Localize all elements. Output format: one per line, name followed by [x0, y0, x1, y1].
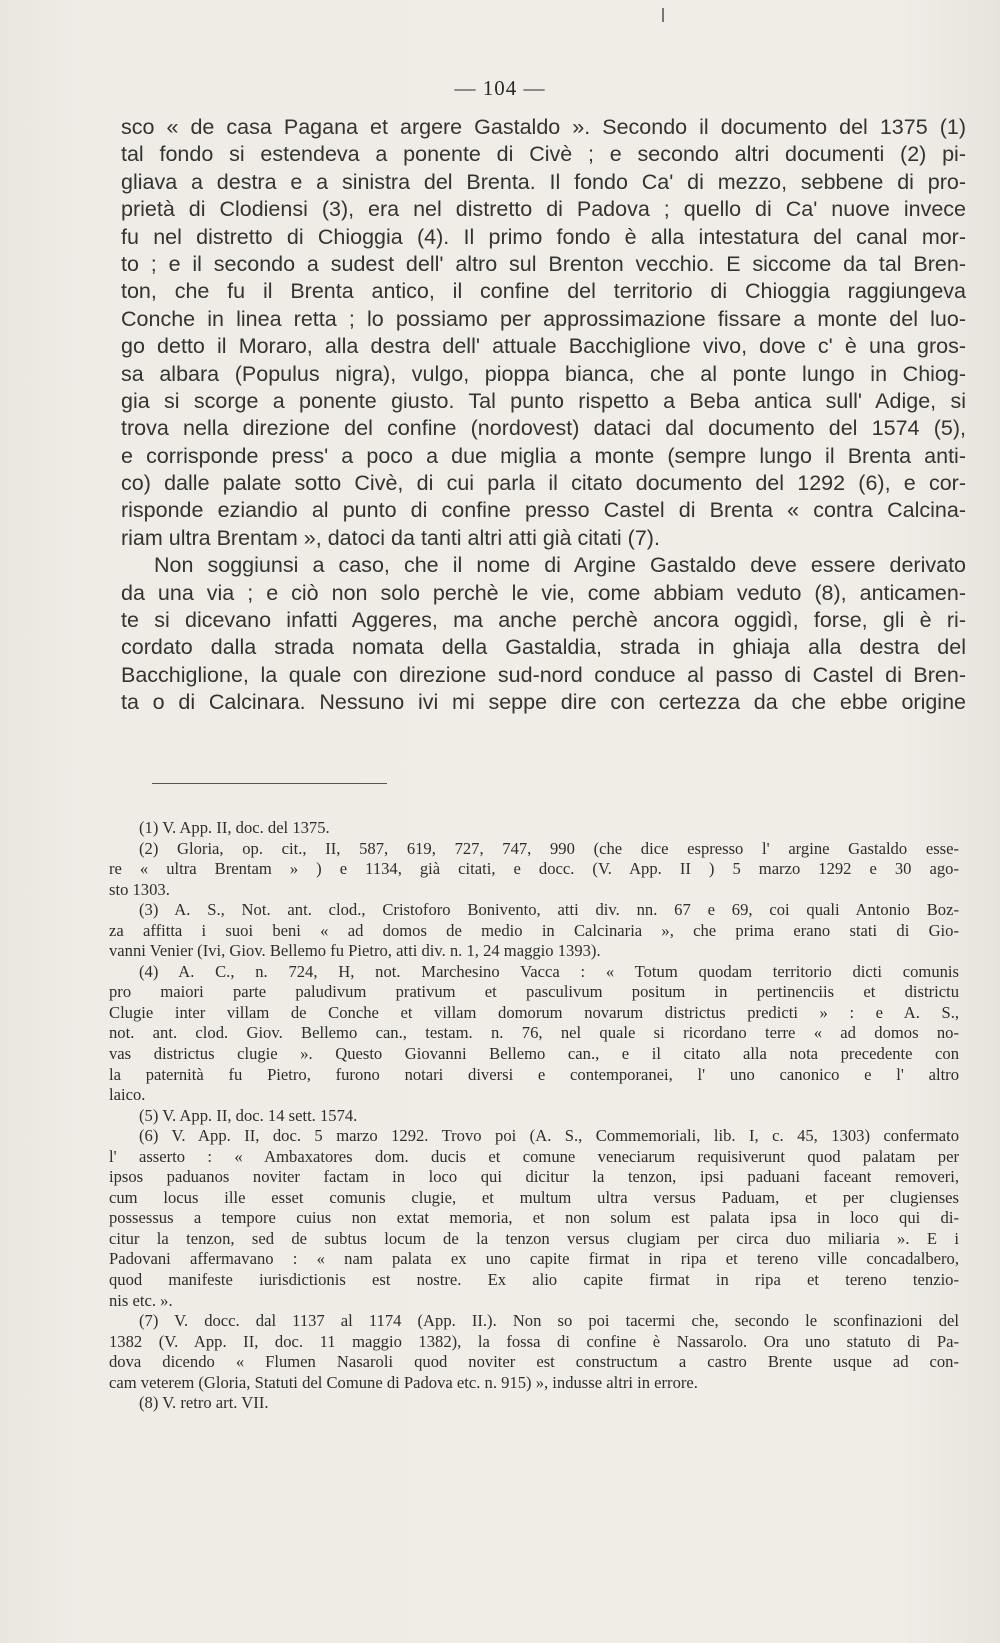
footnote-line: (8) V. retro art. VII.: [139, 1393, 269, 1413]
scan-mark: [662, 8, 664, 22]
footnote-line: (3) A. S., Not. ant. clod., Cristoforo Bonivento, atti div. nn. 67 e 69, coi quali Antonio Boz-: [139, 900, 959, 920]
footnote-line: (6) V. App. II, doc. 5 marzo 1292. Trovo poi (A. S., Commemoriali, lib. I, c. 45, 1303) confermato: [139, 1126, 959, 1146]
footnote-line: possessus a tempore cuius non extat memoria, et non solum est palata ipsa in loco qui di-: [109, 1208, 959, 1228]
footnote-line: pro maiori parte paludivum prativum et pasculivum positum in pertinenciis et districtu: [109, 982, 959, 1002]
footnote-line: citur la tenzon, sed de subtus locum de la tenzon versus clugiam per circa duo miliaria ». E i: [109, 1228, 959, 1248]
footnote-line: Padovani affermavano : « nam palata ex uno capite firmat in ripa et tereno ville concadalbero,: [109, 1249, 959, 1269]
body-line: te si dicevano infatti Aggeres, ma anche perchè ancora oggidì, forse, gli è ri-: [121, 608, 966, 633]
footnote-line: (4) A. C., n. 724, H, not. Marchesino Vacca : « Totum quodam territorio dicti comunis: [139, 961, 959, 981]
body-line: Non soggiunsi a caso, che il nome di Argine Gastaldo deve essere derivato: [154, 553, 966, 578]
body-line: go detto il Moraro, alla destra dell' attuale Bacchiglione vivo, dove c' è una gros-: [121, 334, 966, 359]
footnote-line: za affitta i suoi beni « ad domos de medio in Calcinaria », che prima erano stati di Gio-: [109, 920, 959, 940]
footnote-line: cam veterem (Gloria, Statuti del Comune di Padova etc. n. 915) », indusse altri in errore.: [109, 1372, 698, 1392]
footnote-line: vas districtus clugie ». Questo Giovanni Bellemo can., e il citato alla nota precedente con: [109, 1044, 959, 1064]
footnote-line: (2) Gloria, op. cit., II, 587, 619, 727, 747, 990 (che dice espresso l' argine Gastaldo esse-: [139, 838, 959, 858]
footnote-line: vanni Venier (Ivi, Giov. Bellemo fu Pietro, atti div. n. 1, 24 maggio 1393).: [109, 941, 601, 961]
footnote-line: la paternità fu Pietro, furono notari diversi e contemporanei, l' uno canonico e l' altro: [109, 1064, 959, 1084]
body-line: sco « de casa Pagana et argere Gastaldo ». Secondo il documento del 1375 (1): [121, 115, 966, 139]
footnote-line: (1) V. App. II, doc. del 1375.: [139, 818, 330, 837]
footnote-line: 1382 (V. App. II, doc. 11 maggio 1382), la fossa di confine è Nassarolo. Ora uno statuto di Pa-: [109, 1331, 959, 1351]
body-line: da una via ; e ciò non solo perchè le vie, come abbiam veduto (8), anticamen-: [121, 580, 966, 605]
footnote-line: (7) V. docc. dal 1137 al 1174 (App. II.). Non so poi tacermi che, secondo le sconfinazioni del: [139, 1311, 959, 1331]
body-line: fu nel distretto di Chioggia (4). Il primo fondo è alla intestatura del canal mor-: [121, 224, 966, 249]
footnote-line: nis etc. ».: [109, 1290, 173, 1310]
footnote-line: laico.: [109, 1085, 146, 1105]
body-line: cordato dalla strada nomata della Gastaldia, strada in ghiaja alla destra del: [121, 635, 966, 660]
page-number: — 104 —: [454, 76, 546, 100]
footnote-line: l' asserto : « Ambaxatores dom. ducis et comune veneciarum requisiverunt quod palatam per: [109, 1146, 959, 1166]
body-line: gia si scorge a ponente giusto. Tal punto rispetto a Beba antica sull' Adige, si: [121, 388, 966, 413]
body-line: to ; e il secondo a sudest dell' altro sul Brenton vecchio. E siccome da tal Bren-: [121, 251, 966, 276]
footnotes: [109, 818, 959, 1414]
footnote-line: Clugie inter villam de Conche et villam domorum novarum districtus predicti » : e A. S.,: [109, 1002, 959, 1022]
body-line: gliava a destra e a sinistra del Brenta. Il fondo Ca' di mezzo, sebbene di pro-: [121, 169, 966, 194]
footnote-line: (5) V. App. II, doc. 14 sett. 1574.: [139, 1105, 358, 1125]
footnote-line: cum locus ille esset comunis clugie, et multum ultra versus Paduam, et per clugienses: [109, 1187, 959, 1207]
body-text: [121, 114, 966, 717]
footnote-line: not. ant. clod. Giov. Bellemo can., testam. n. 76, nel quale si ricordano terre « ad domos no-: [109, 1023, 959, 1043]
body-line: ton, che fu il Brenta antico, il confine del territorio di Chioggia raggiungeva: [121, 279, 966, 304]
body-line: trova nella direzione del confine (nordovest) dataci dal documento del 1574 (5),: [121, 416, 966, 441]
footnote-line: dova dicendo « Flumen Nasaroli quod noviter est constructum a castro Brente usque ad con-: [109, 1352, 959, 1372]
body-line: co) dalle palate sotto Civè, di cui parla il citato documento del 1292 (6), e cor-: [121, 471, 966, 496]
body-line: Conche in linea retta ; lo possiamo per approssimazione fissare a monte del luo-: [121, 306, 966, 331]
body-line: prietà di Clodiensi (3), era nel distretto di Padova ; quello di Ca' nuove invece: [121, 197, 966, 222]
footnote-line: quod manifeste iurisdictionis est nostre. Ex alio capite firmat in ripa et tereno tenzio-: [109, 1270, 959, 1290]
body-line: sa albara (Populus nigra), vulgo, pioppa bianca, che al ponte lungo in Chiog-: [121, 361, 966, 386]
body-line: riam ultra Brentam », datoci da tanti altri atti già citati (7).: [121, 525, 660, 550]
footnote-line: ipsos paduanos noviter factam in loco qui dicitur la tenzon, ipsi paduani faceant removeri,: [109, 1167, 959, 1187]
body-line: e corrisponde press' a poco a due miglia a monte (sempre lungo il Brenta anti-: [121, 443, 966, 468]
body-line: Bacchiglione, la quale con direzione sud-nord conduce al passo di Castel di Bren-: [121, 662, 966, 687]
body-line: risponde eziandio al punto di confine presso Castel di Brenta « contra Calcina-: [121, 498, 966, 523]
footnote-divider: [152, 783, 387, 784]
footnote-line: sto 1303.: [109, 879, 170, 899]
body-line: tal fondo si estendeva a ponente di Civè ; e secondo altri documenti (2) pi-: [121, 142, 966, 167]
footnote-line: re « ultra Brentam » ) e 1134, già citati, e docc. (V. App. II ) 5 marzo 1292 e 30 ago-: [109, 859, 959, 879]
body-line: ta o di Calcinara. Nessuno ivi mi seppe dire con certezza da che ebbe origine: [121, 690, 966, 715]
